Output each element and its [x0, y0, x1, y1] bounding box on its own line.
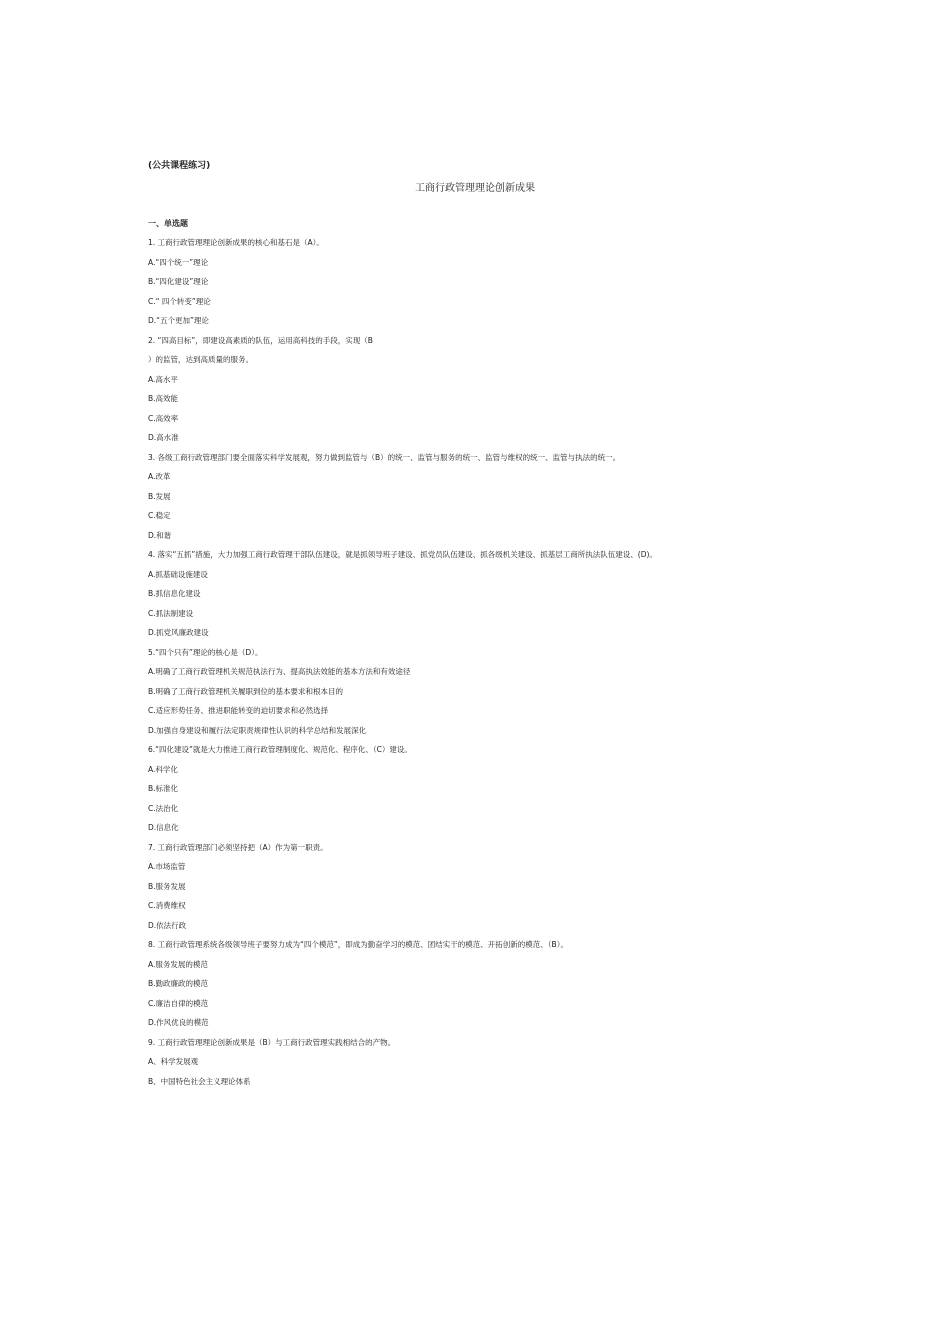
- question-text: 1. 工商行政管理理论创新成果的核心和基石是（A）。: [148, 238, 324, 247]
- option-text: B.高效能: [148, 394, 179, 403]
- option-text: B.抓信息化建设: [148, 589, 201, 598]
- option-text: A.高水平: [148, 374, 178, 384]
- option-text: B.勤政廉政的模范: [148, 979, 209, 988]
- question-text: 2. “四高目标”，即建设高素质的队伍，运用高科技的手段，实现（B: [148, 335, 373, 345]
- option-text: A.改革: [148, 472, 171, 481]
- option-text: B.标准化: [148, 784, 179, 793]
- question-text: 3. 各级工商行政管理部门要全面落实科学发展观，努力做到监管与（B）的统一、监管与服务的统一、监管与维权的统一、监管与执法的统一。: [148, 452, 621, 462]
- option-text: D.和谐: [148, 530, 172, 540]
- option-text: ）的监管，达到高质量的服务。: [148, 355, 253, 364]
- option-text: C.适应形势任务、推进职能转变的迫切要求和必然选择: [148, 706, 329, 715]
- section-title: 一、单选题: [148, 219, 188, 228]
- document-title: 工商行政管理理论创新成果: [415, 183, 535, 194]
- option-text: A.“四个统一”理论: [148, 257, 209, 267]
- option-text: A.科学化: [148, 764, 178, 774]
- option-text: B、中国特色社会主义理论体系: [148, 1076, 251, 1085]
- option-text: C.法治化: [148, 803, 179, 813]
- question-text: 5.“四个只有”理论的核心是（D）。: [148, 647, 263, 657]
- question-text: 8. 工商行政管理系统各级领导班子要努力成为“四个模范”，即成为勤奋学习的模范、团结实干的模范、开拓创新的模范、（B）。: [148, 940, 568, 949]
- option-text: B.明确了工商行政管理机关履职到位的基本要求和根本目的: [148, 686, 344, 696]
- question-list: [148, 237, 788, 1085]
- option-text: B.发展: [148, 491, 171, 501]
- question-text: 7. 工商行政管理部门必须坚持把（A）作为第一职责。: [148, 842, 328, 852]
- option-text: A.服务发展的模范: [148, 959, 208, 969]
- option-text: B.“四化建设”理论: [148, 277, 209, 286]
- question-text: 9. 工商行政管理理论创新成果是（B）与工商行政管理实践相结合的产物。: [148, 1037, 396, 1047]
- option-text: D.加强自身建设和履行法定职责规律性认识的科学总结和发展深化: [148, 725, 367, 735]
- option-text: A.明确了工商行政管理机关规范执法行为、提高执法效能的基本方法和有效途径: [148, 667, 411, 676]
- question-text: 4. 落实“五抓”措施，大力加强工商行政管理干部队伍建设，就是抓领导班子建设、抓党员队伍建设、抓各级机关建设、抓基层工商所执法队伍建设、(D)。: [148, 550, 657, 559]
- option-text: D.信息化: [148, 823, 179, 832]
- option-text: D.高水准: [148, 433, 179, 442]
- option-text: C.廉洁自律的模范: [148, 998, 209, 1008]
- option-text: C.消费维权: [148, 901, 186, 910]
- option-text: C.稳定: [148, 511, 171, 520]
- option-text: C.“ 四个转变”理论: [148, 296, 211, 306]
- option-text: D.依法行政: [148, 920, 187, 930]
- option-text: D.作风优良的模范: [148, 1018, 209, 1027]
- option-text: D.“五个更加”理论: [148, 316, 209, 325]
- option-text: B.服务发展: [148, 881, 186, 891]
- option-text: C.抓法制建设: [148, 608, 194, 618]
- option-text: A、科学发展观: [148, 1057, 199, 1066]
- question-text: 6.“四化建设”就是大力推进工商行政管理制度化、规范化、程序化、（C）建设。: [148, 745, 412, 754]
- course-tag: (公共课程练习): [148, 161, 211, 171]
- option-text: A.抓基础设施建设: [148, 569, 208, 579]
- option-text: A.市场监管: [148, 862, 186, 871]
- option-text: D.抓党风廉政建设: [148, 628, 209, 637]
- option-text: C.高效率: [148, 413, 179, 423]
